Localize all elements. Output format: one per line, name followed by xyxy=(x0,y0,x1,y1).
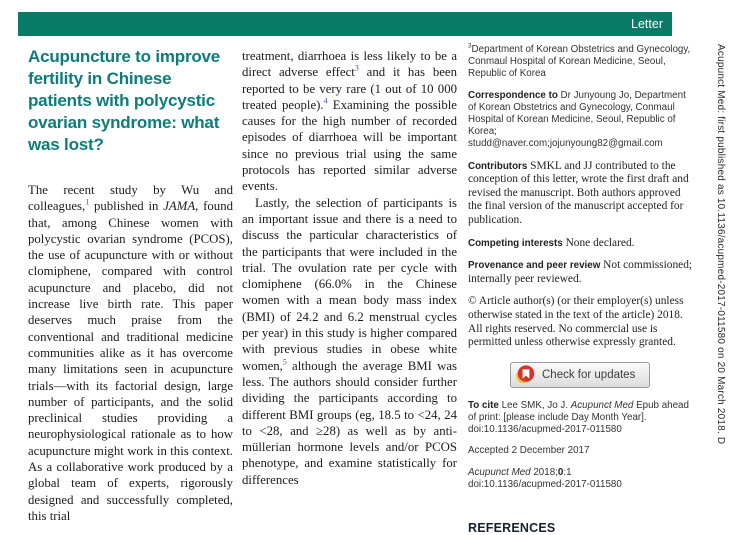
body-text-left xyxy=(28,182,233,524)
article-type-banner xyxy=(18,12,672,36)
check-for-updates-label: Check for updates xyxy=(542,368,636,381)
check-for-updates-button[interactable] xyxy=(510,362,650,388)
paragraph-participants: Lastly, the selection of participants is an important issue and there is a need to discuss the particular characteristics of the participants that were included in the trial. The ovulation rate per cycle with clomiphene (66.0% in the Chinese women with a mean body mass index (BMI) of 24.2 and 6.2 menstrual cycles per year) in this study is higher compared with previous studies in obese white women,$^5$ although the average BMI was less. The authors should consider further dividing the participants according to different BMI groups (eg, 18.5 to <24, 24 to <28, and ≥28) as well as by anti-müllerian hormone levels and/or PCOS phenotype, and examine statistically for differences xyxy=(242,195,457,487)
crossmark-icon xyxy=(516,365,535,384)
article-title: Acupuncture to improve fertility in Chinese patients with polycystic ovarian syndrome: what was lost? xyxy=(28,47,221,154)
article-type-label: Letter xyxy=(631,17,663,31)
affiliation: $^3$Department of Korean Obstetrics and Gynecology, Conmaul Hospital of Korean Medicine, Seoul, Republic of Korea xyxy=(468,42,691,80)
provenance-peer-review: Provenance and peer review Not commissioned; internally peer reviewed. xyxy=(468,259,693,285)
references-heading: REFERENCES xyxy=(468,520,556,535)
paragraph-diarrhoea: treatment, diarrhoea is less likely to be a direct adverse effect$^3$ and it has been reported to be very rare (1 out of 10 000 treated people).$^4$ Examining the possible causes for the high number of recorded episodes of diarrhoea will be important since no previous trial using the same protocols has reported similar adverse events. xyxy=(242,49,457,194)
correspondence: Correspondence to Dr Junyoung Jo, Department of Korean Obstetrics and Gynecology, Conmaul Hospital of Korean Medicine, Seoul, Republic of Korea; studd@naver.com;jojunyoung82@gmail.com xyxy=(468,89,686,150)
paragraph-intro: The recent study by Wu and colleagues,$^1$ published in JAMA, found that, among Chinese women with polycystic ovarian syndrome (PCOS), the use of acupuncture with or without clomiphene, compared with control acupuncture and placebo, did not increase live birth rate. This paper deserves much praise from the conventional and traditional medicine communities alike as it has overcome many limitations seen in acupuncture trials—with its factorial design, large number of participants, and the solid preclinical studies providing a neurophysiological rationale as to how acupuncture might work in this context. As a collaborative work produced by a global team of experts, rigorously designed and successfully completed, this trial xyxy=(28,183,233,523)
to-cite: To cite Lee SMK, Jo J. Acupunct Med Epub ahead of print: [please include Day Month Year]. doi:10.1136/acupmed-2017-011580 xyxy=(468,399,689,436)
column-meta xyxy=(468,44,694,535)
contributors: Contributors SMKL and JJ contributed to the conception of this letter, wrote the first draft and revised the manuscript. Both authors approved the final version of the manuscript accepted for publication. xyxy=(468,159,689,226)
column-middle xyxy=(242,48,457,488)
accepted-date: Accepted 2 December 2017 xyxy=(468,445,590,457)
copyright-statement: © Article author(s) (or their employer(s) unless otherwise stated in the text of the article) 2018. All rights reserved. No commercial use is permitted unless otherwise expressly granted. xyxy=(468,295,684,349)
journal-citation: Acupunct Med 2018;0:1 doi:10.1136/acupmed-2017-011580 xyxy=(468,466,622,490)
sidebar-citation-vertical-text: Acupunct Med: first published as 10.1136/acupmed-2017-011580 on 20 March 2018. D xyxy=(715,44,726,445)
competing-interests: Competing interests None declared. xyxy=(468,236,635,249)
column-left xyxy=(28,46,233,524)
